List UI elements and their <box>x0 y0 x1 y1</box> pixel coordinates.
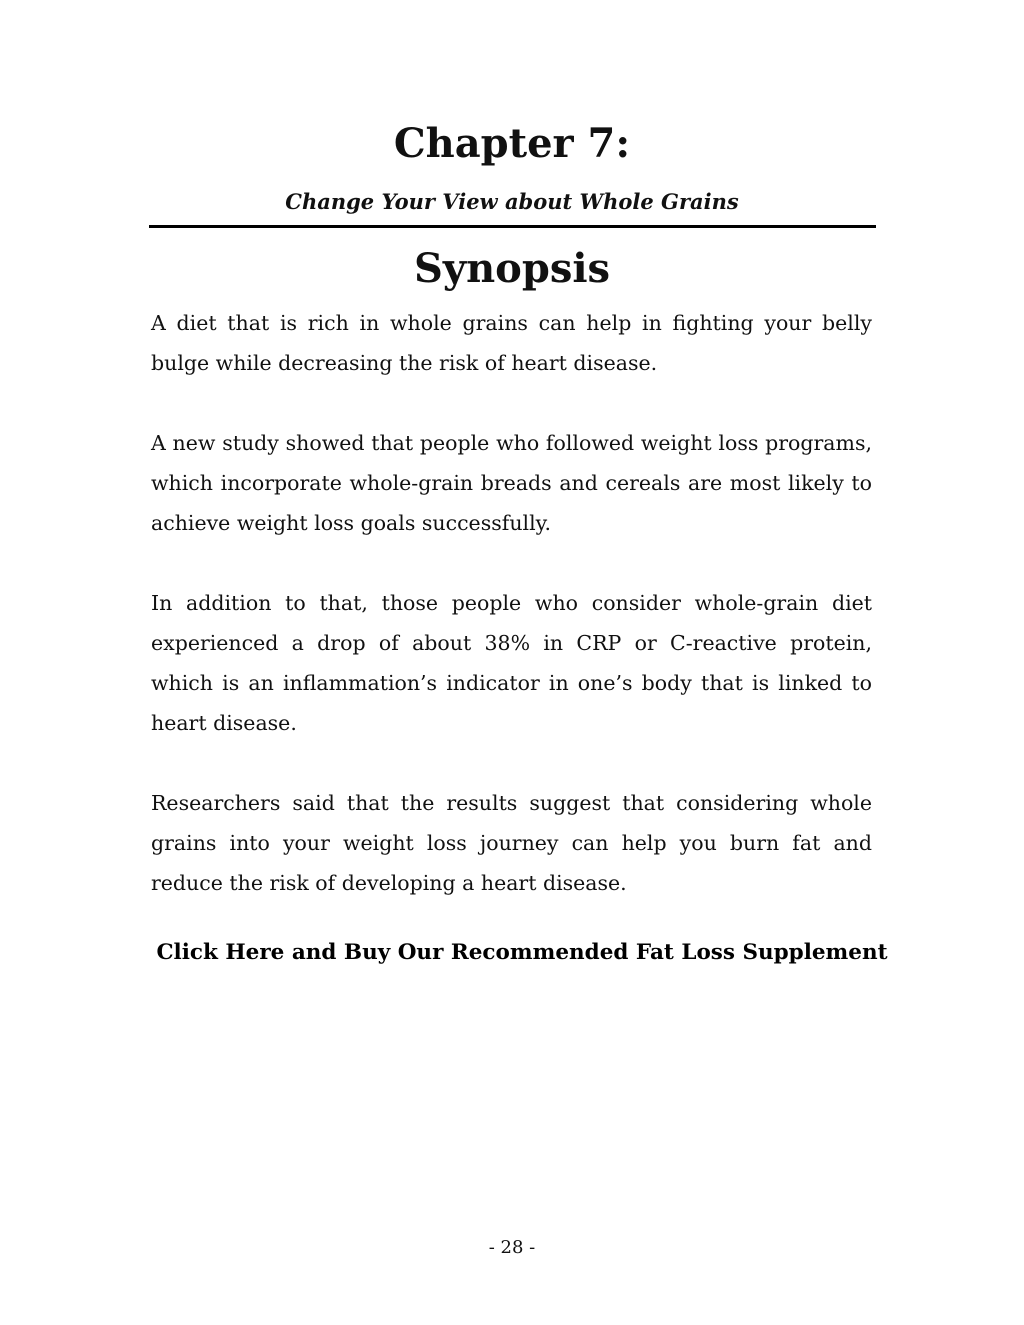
paragraph: Researchers said that the results suggest that considering whole grains into your weight loss journey can help you burn fat and reduce the risk of developing a heart disease. <box>151 791 872 895</box>
body-text <box>151 303 872 943</box>
paragraph: In addition to that, those people who consider whole-grain diet experienced a drop of about 38% in CRP or C-reactive protein, which is an inflammation’s indicator in one’s body that is linked to heart disease. <box>151 591 872 735</box>
section-title: Synopsis <box>413 245 611 292</box>
buy-supplement-link[interactable]: Click Here and Buy Our Recommended Fat Loss Supplement <box>156 940 888 965</box>
chapter-title: Chapter 7: <box>393 120 631 167</box>
page-number: - 28 - <box>488 1237 536 1258</box>
paragraph: A diet that is rich in whole grains can help in fighting your belly bulge while decreasing the risk of heart disease. <box>151 311 872 375</box>
horizontal-divider <box>149 225 876 228</box>
chapter-subtitle: Change Your View about Whole Grains <box>285 189 739 214</box>
paragraph: A new study showed that people who followed weight loss programs, which incorporate whole-grain breads and cereals are most likely to achieve weight loss goals successfully. <box>151 431 872 535</box>
